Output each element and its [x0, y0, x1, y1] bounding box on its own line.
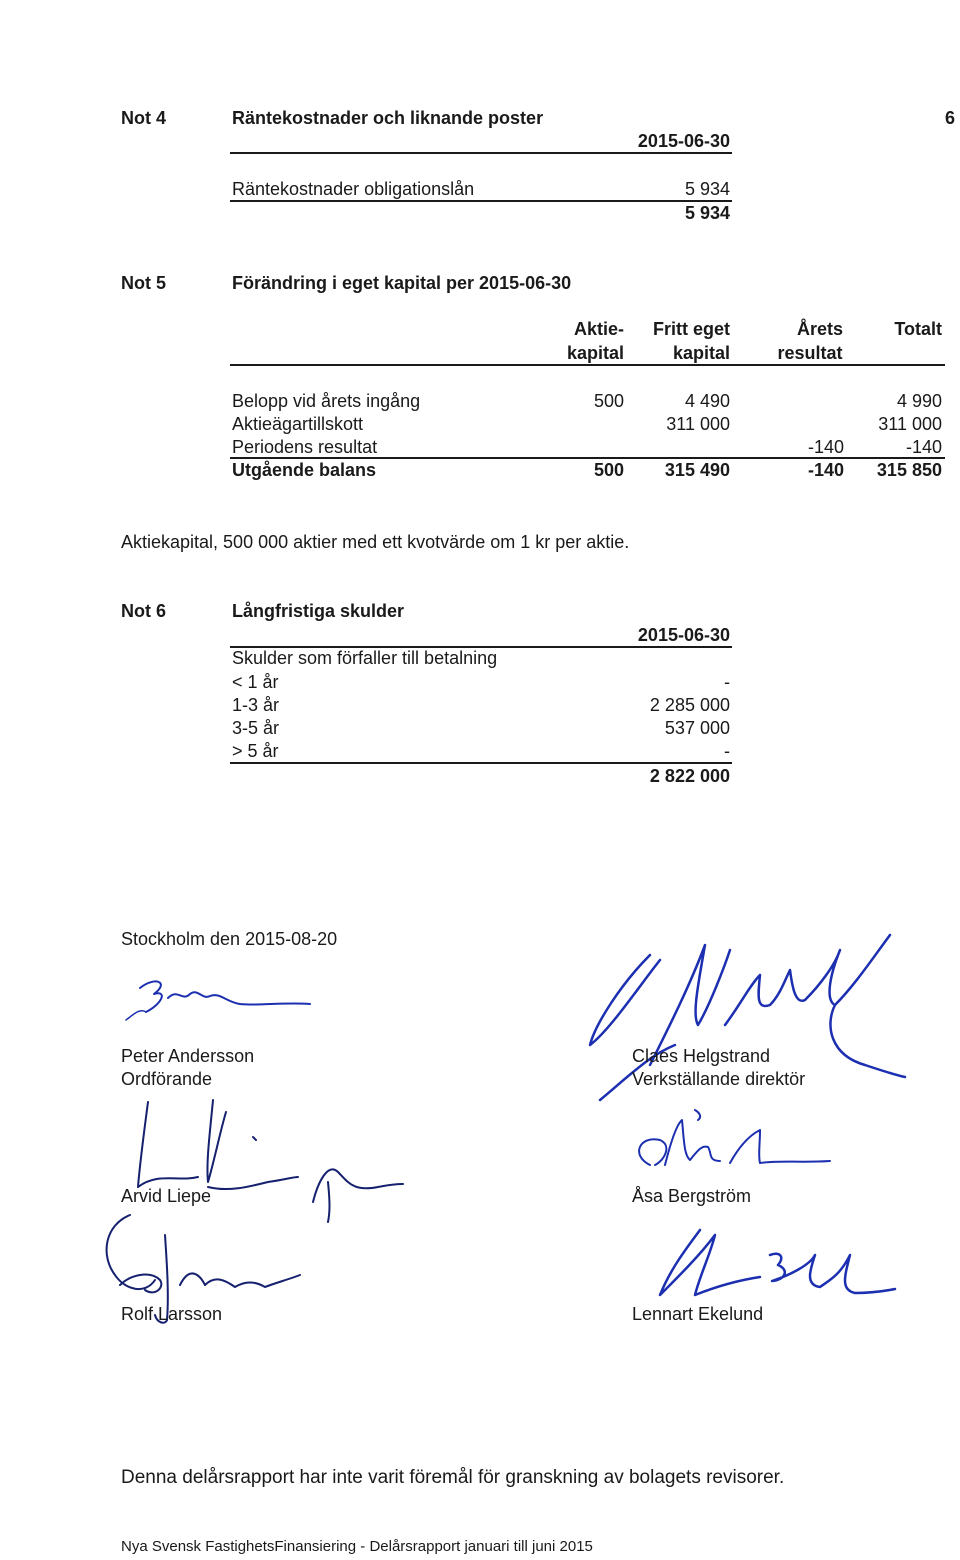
row-label: 1-3 år	[232, 695, 280, 715]
row-label: < 1 år	[232, 672, 279, 692]
audit-statement: Denna delårsrapport har inte varit föremål för granskning av bolagets revisorer.	[121, 1467, 785, 1488]
place-date: Stockholm den 2015-08-20	[121, 929, 338, 949]
note-title: Långfristiga skulder	[232, 601, 405, 621]
cell-totalt: 315 850	[876, 460, 942, 480]
col-header-totalt: Totalt	[894, 319, 942, 339]
date-header: 2015-06-30	[637, 131, 730, 151]
row-value: 2 285 000	[649, 695, 730, 715]
note-title: Räntekostnader och liknande poster	[232, 108, 544, 128]
cell-totalt: 4 990	[896, 391, 942, 411]
cell-totalt: -140	[905, 437, 942, 457]
signer-name: Arvid Liepe	[121, 1186, 212, 1206]
total-rule	[230, 762, 732, 764]
col-header-fritt-eget-2: kapital	[672, 343, 730, 363]
cell-aktiekapital: 500	[593, 460, 624, 480]
footnote: Aktiekapital, 500 000 aktier med ett kvotvärde om 1 kr per aktie.	[121, 532, 630, 552]
signer-role: Verkställande direktör	[632, 1069, 806, 1089]
cell-fritt-eget: 315 490	[664, 460, 730, 480]
cell-totalt: 311 000	[878, 414, 942, 434]
row-label: Periodens resultat	[232, 437, 378, 457]
note-label: Not 4	[121, 108, 166, 128]
row-label: Utgående balans	[232, 460, 377, 480]
col-header-arets-resultat-2: resultat	[777, 343, 843, 363]
row-value: -	[724, 741, 730, 761]
page-footer: Nya Svensk FastighetsFinansiering - Delårsrapport januari till juni 2015	[121, 1538, 593, 1555]
col-header-aktiekapital-2: kapital	[566, 343, 624, 363]
row-label: > 5 år	[232, 741, 279, 761]
total-value: 2 822 000	[649, 766, 730, 786]
row-label: 3-5 år	[232, 718, 280, 738]
header-rule	[230, 152, 732, 154]
signer-name: Claes Helgstrand	[632, 1046, 771, 1066]
row-label: Aktieägartillskott	[232, 414, 364, 434]
signature-asa-bergstrom	[610, 1105, 835, 1180]
cell-fritt-eget: 4 490	[684, 391, 730, 411]
cell-arets-resultat: -140	[807, 437, 844, 457]
col-header-aktiekapital-1: Aktie-	[573, 319, 624, 339]
signature-peter-andersson	[110, 968, 320, 1028]
note-label: Not 5	[121, 273, 166, 293]
total-value: 5 934	[684, 203, 730, 223]
note-label: Not 6	[121, 601, 166, 621]
row-label: Belopp vid årets ingång	[232, 391, 421, 411]
signature-lennart-ekelund	[640, 1225, 900, 1305]
signer-name: Peter Andersson	[121, 1046, 255, 1066]
cell-arets-resultat: -140	[807, 460, 844, 480]
subheader: Skulder som förfaller till betalning	[232, 648, 498, 668]
row-value: 5 934	[684, 179, 730, 199]
header-rule	[230, 364, 945, 366]
signer-name: Åsa Bergström	[632, 1186, 752, 1206]
row-label: Räntekostnader obligationslån	[232, 179, 475, 199]
cell-aktiekapital: 500	[593, 391, 624, 411]
signer-name: Lennart Ekelund	[632, 1304, 764, 1324]
cell-fritt-eget: 311 000	[666, 414, 730, 434]
page-number: 6	[945, 108, 956, 128]
row-value: 537 000	[664, 718, 730, 738]
signer-name: Rolf Larsson	[121, 1304, 223, 1324]
row-value: -	[724, 672, 730, 692]
note-title: Förändring i eget kapital per 2015-06-30	[232, 273, 572, 293]
col-header-fritt-eget-1: Fritt eget	[652, 319, 730, 339]
signer-role: Ordförande	[121, 1069, 213, 1089]
date-header: 2015-06-30	[637, 625, 730, 645]
col-header-arets-resultat-1: Årets	[796, 319, 844, 339]
